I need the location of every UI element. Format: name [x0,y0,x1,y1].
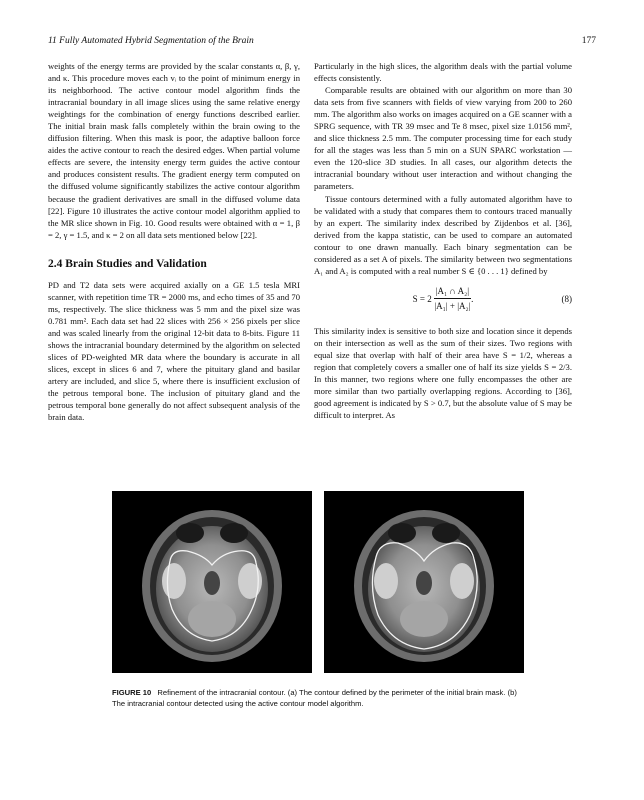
figure-label: FIGURE 10 [112,688,152,697]
figure-caption-text: Refinement of the intracranial contour. (a) The contour defined by the perimeter of the initial brain mask. (b) The intracranial contour detected using the active contour model algorithm. [112,688,517,708]
equation-numerator: |A₁ ∩ A₂| [434,285,471,299]
left-paragraph-2: PD and T2 data sets were acquired axially on a GE 1.5 tesla MRI scanner, with repetition time TR = 2000 ms, and echo times of 35 and 70 ms, respectively. The slice thickness was 5 mm and the pixel size was 0.781 mm². Each data set had 22 slices with 256 × 256 pixels per slice and was scaled linearly from the original 12-bit data to 8-bits. Figure 11 shows the intracranial boundary determined by the algorithm on selected slices of PD-weighted MR data where the boundary is accurate in all slices, except in slices 6 and 7, where the pituitary gland and basilar artery are included, and slice 5, where there is insufficient exclusion of the petrous temporal bone. The inclusion of pituitary gland and the petrous temporal bone generally do not affect subsequent analysis of the brain data. [48,279,300,423]
right-paragraph-1: Particularly in the high slices, the algorithm deals with the partial volume effects consistently. [314,61,572,84]
equation-number: (8) [561,293,572,304]
figure-caption [112,687,522,709]
figure-panel-b [324,491,524,673]
equation-lhs: S = 2 [412,293,432,304]
right-paragraph-4: This similarity index is sensitive to both size and location since it depends on their intersection as well as the sum of their sizes. Two regions with equal size that overlap with half of their area have S = 1/2, whereas a region that completely covers a smaller one of half its size yields S = 2/3. In this manner, two regions where one fully encompasses the other are more similar than two partially overlapping regions. According to [36], good agreement is indicated by S > 0.7, but the absolute value of S may be difficult to interpret. As [314,325,572,421]
mri-slice-a-image [112,491,312,673]
equation-fraction [434,285,474,312]
section-heading: 2.4 Brain Studies and Validation [48,257,207,270]
figure-panel-a [112,491,312,673]
left-column [48,60,300,423]
right-column [314,60,572,421]
running-title: 11 Fully Automated Hybrid Segmentation of the Brain [48,36,254,46]
equation-trail: . [471,293,474,304]
page-number: 177 [581,36,596,46]
figure-10 [112,491,524,673]
right-paragraph-2: Comparable results are obtained with our algorithm on more than 30 data sets from five scanners with fields of view varying from 200 to 260 mm. The algorithm also works on images acquired on a GE scanner with a SPRG sequence, with TR 39 msec and Te 8 msec, pixel size 1.0156 mm², and slice thickness 2.5 mm. The computer processing time for each study for all the stages was less than 5 min on a SUN SPARC workstation — even the 120-slice 3D studies. In all cases, our algorithm detects the intracranial boundary without user interaction and without changing the parameters. [314,85,572,192]
left-paragraph-1: weights of the energy terms are provided by the scalar constants α, β, γ, and κ. This procedure moves each vᵢ to the point of minimum energy in its neighborhood. The active contour model algorithm finds the intracranial boundary in all image slices using the same relative energy weightings for the combination of energy functions described earlier. The initial brain mask falls completely within the brain owing to the diffusion filtering. When this mask is poor, the adaptive balloon force aides the active contour to reach the desired edges. When partial volume effects are severe, the intensity energy term guides the active contour and produces consistent results. The gradient energy term computed on the diffused volume significantly stabilizes the active contour algorithm because the gradient derivatives are small in the diffused volume data [22]. Figure 10 illustrates the active contour model algorithm applied to the MR slice shown in Fig. 10. Good results were obtained with α = 1, β = 2, γ = 1.5, and κ = 2 on all data sets mentioned below [22]. [48,61,300,240]
equation-denominator: |A₁| + |A₂| [434,301,471,312]
similarity-equation [314,281,572,317]
page-header [48,36,596,50]
mri-slice-b-image [324,491,524,673]
right-paragraph-3: Tissue contours determined with a fully automated algorithm have to be validated with a study that compares them to contours traced manually by an expert. The similarity index described by Zijdenbos et al. [36], derived from the kappa statistic, can be used to compare an automated contour to one drawn manually. Each binary segmentation can be considered as a set A of pixels. The similarity between two segmentations A₁ and A₂ is computed with a real number S ∈ {0 . . . 1} defined by [314,193,572,276]
